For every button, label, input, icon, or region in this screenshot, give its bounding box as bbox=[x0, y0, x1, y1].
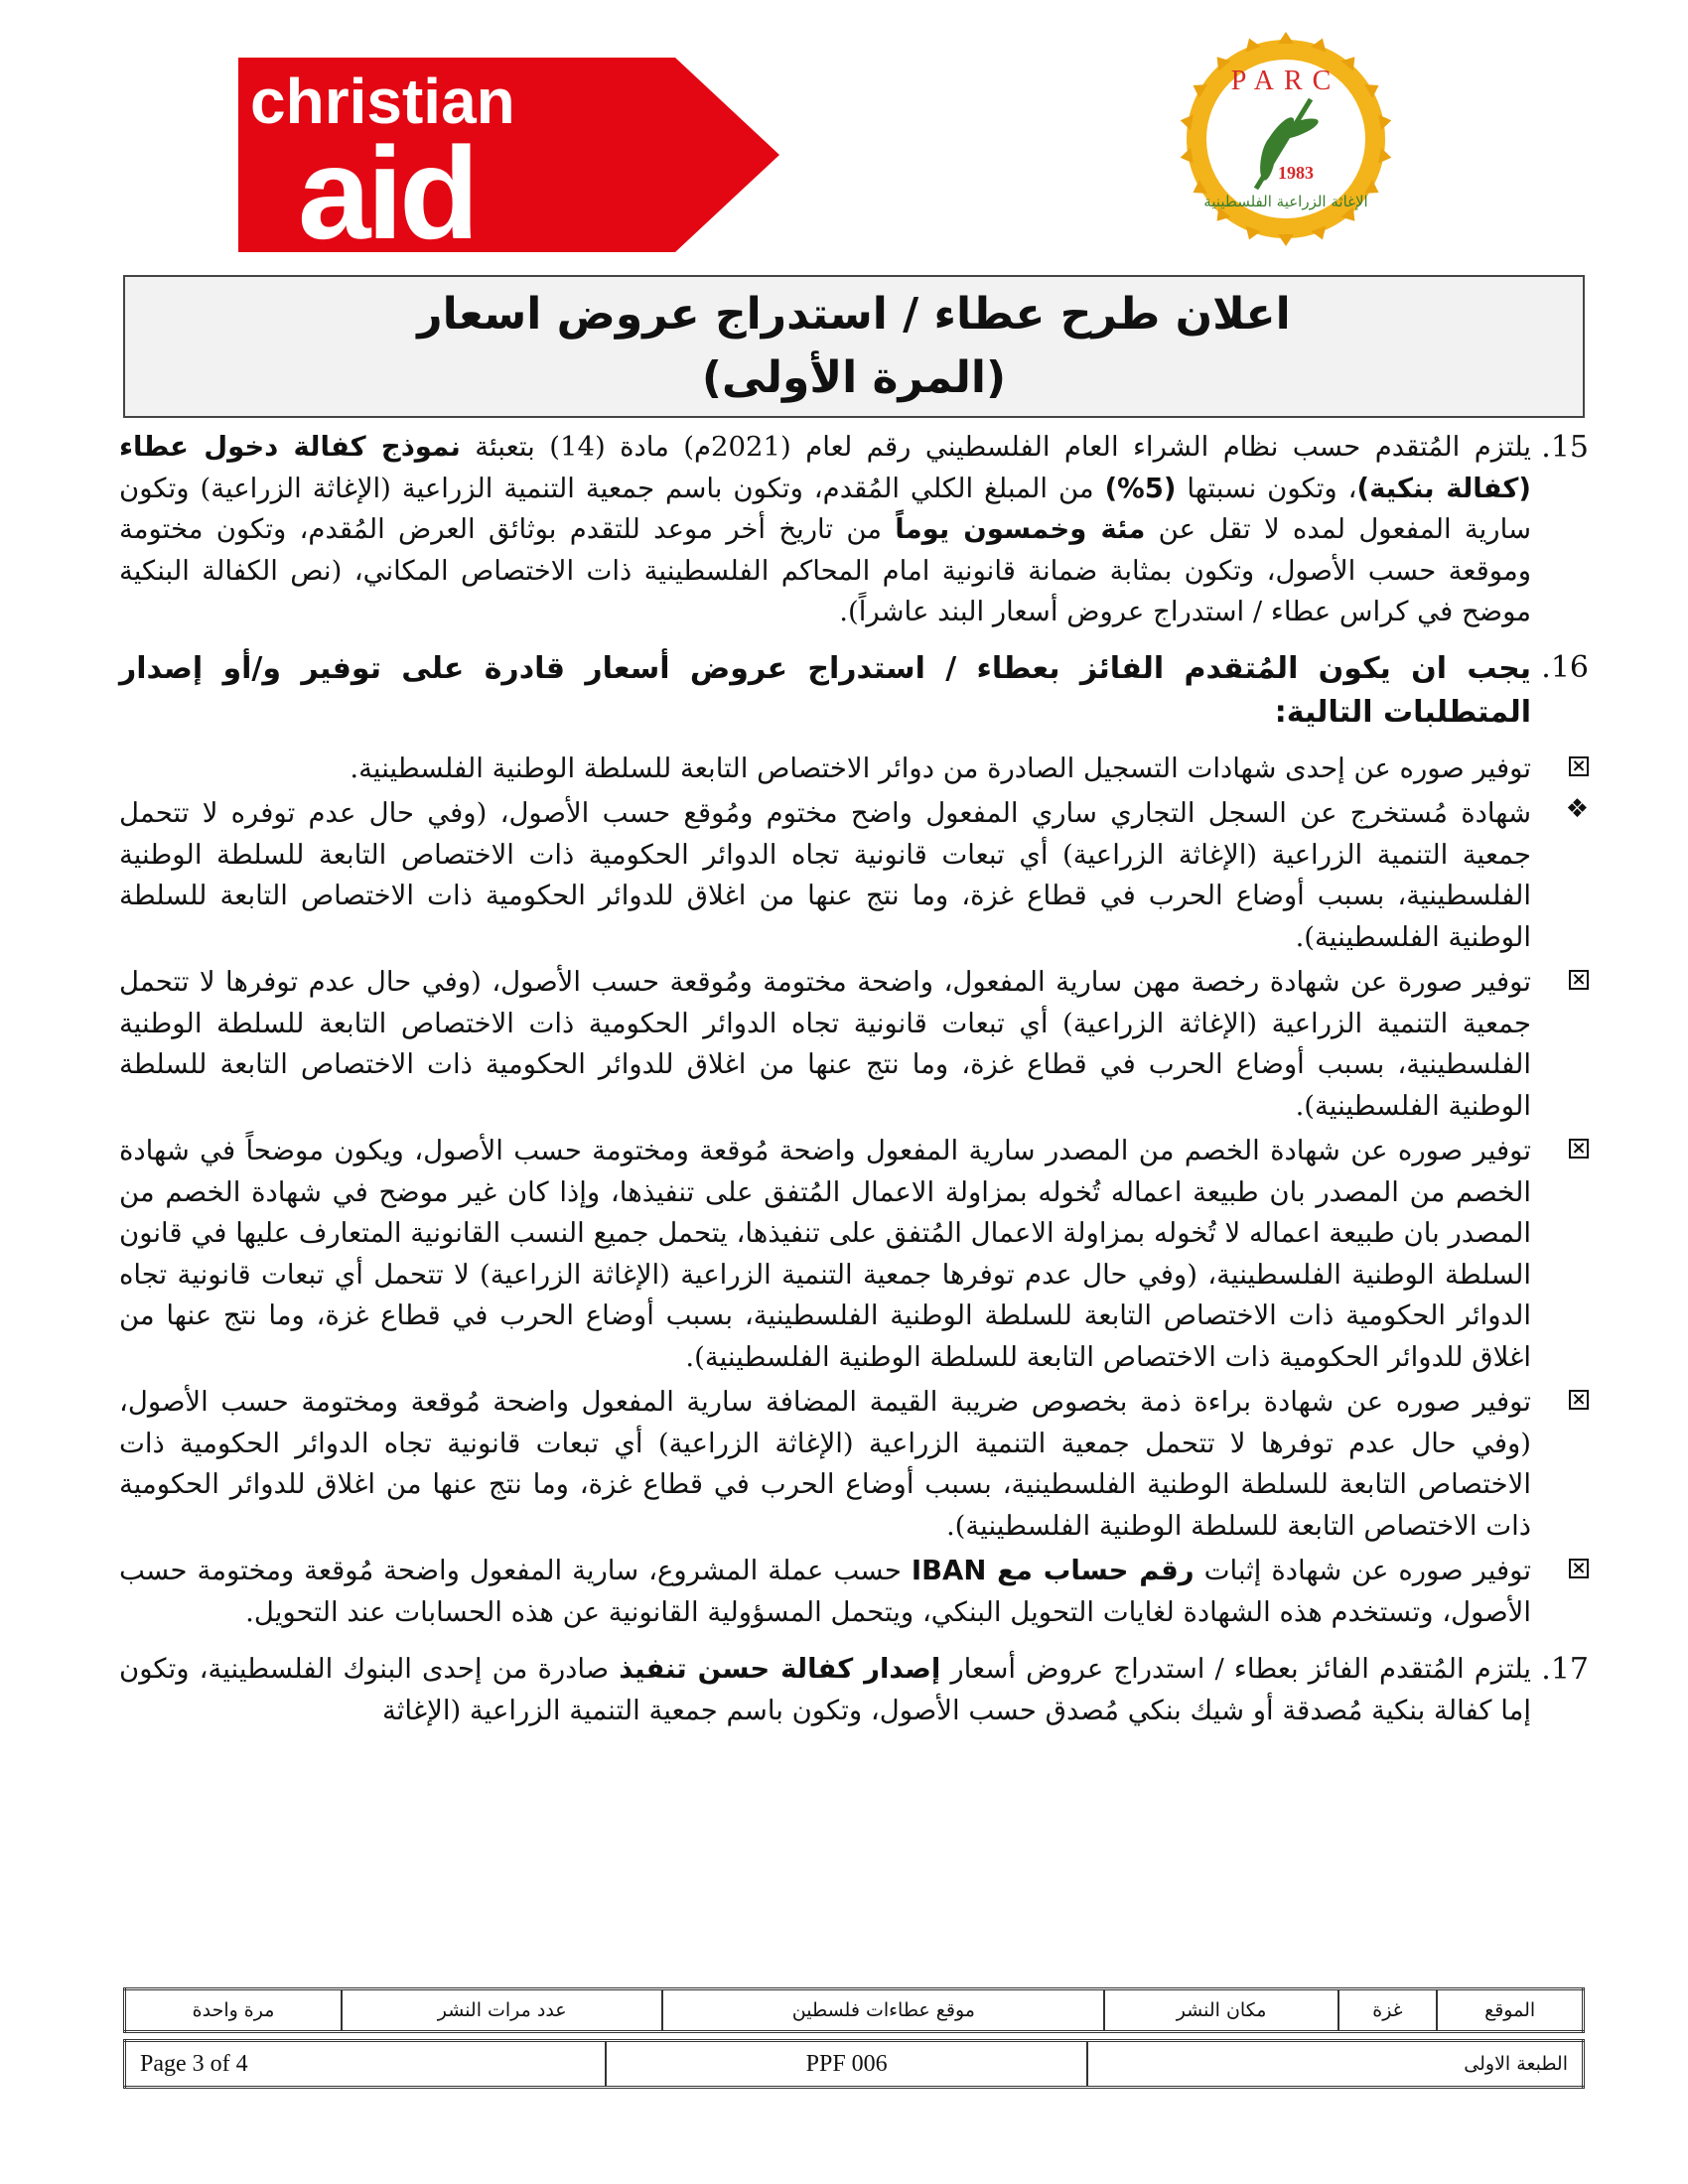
footer-cell: مرة واحدة bbox=[125, 1989, 343, 2032]
clause-number: 15. bbox=[1541, 430, 1589, 465]
clause-bold-text: مئة وخمسون يوماً bbox=[895, 513, 1146, 545]
christian-aid-logo-line1: christian bbox=[250, 66, 515, 137]
christian-aid-logo-line2: aid bbox=[298, 120, 476, 252]
parc-acronym: PARC bbox=[1230, 66, 1341, 96]
checkbox-icon: × bbox=[1569, 1390, 1589, 1410]
clause-15 bbox=[119, 427, 1589, 633]
requirement-item bbox=[119, 1131, 1589, 1378]
announcement-title-box bbox=[123, 275, 1585, 418]
clause-text: من تاريخ أخر موعد للتقدم بوثائق العرض المُقدم، وتكون مختومة وموقعة حسب الأصول، وتكون بمثابة ضمانة قانونية امام المحاكم الفلسطينية ذات الاختصاص المكاني، (نص الكفالة البنكية موضح في كراس عطاء / استدراج عروض أسعار البند عاشراً). bbox=[119, 513, 1531, 627]
page-number: Page 3 of 4 bbox=[125, 2041, 607, 2088]
announcement-title: اعلان طرح عطاء / استدراج عروض اسعار bbox=[417, 289, 1291, 340]
edition-label: الطبعة الاولى bbox=[1087, 2041, 1583, 2088]
requirement-text: شهادة مُستخرج عن السجل التجاري ساري المفعول واضح مختوم ومُوقع حسب الأصول، (وفي حال عدم توفره لا تتحمل جمعية التنمية الزراعية (الإغاثة الزراعية) أي تبعات قانونية تجاه الدوائر الحكومية ذات الاختصاص التابعة للسلطة الوطنية الفلسطينية، بسبب أوضاع الحرب في قطاع غزة، وما نتج عنها من اغلاق للدوائر الحكومية ذات الاختصاص التابعة للسلطة الوطنية الفلسطينية). bbox=[119, 797, 1531, 953]
diamond-bullet-icon: ❖ bbox=[1565, 794, 1589, 824]
parc-logo bbox=[1137, 30, 1435, 248]
requirement-item bbox=[119, 793, 1589, 958]
clause-number: 16. bbox=[1541, 649, 1589, 685]
clause-16 bbox=[119, 647, 1589, 735]
clause-text: يلتزم المُتقدم حسب نظام الشراء العام الفلسطيني رقم لعام (2021م) مادة (14) بتعبئة bbox=[460, 431, 1531, 463]
checkbox-icon: × bbox=[1569, 1139, 1589, 1159]
requirement-item bbox=[119, 1382, 1589, 1547]
requirement-text: توفير صورة عن شهادة رخصة مهن سارية المفعول، واضحة مختومة ومُوقعة حسب الأصول، (وفي حال عدم توفرها لا تتحمل جمعية التنمية الزراعية (الإغاثة الزراعية) أي تبعات قانونية تجاه الدوائر الحكومية ذات الاختصاص التابعة للسلطة الوطنية الفلسطينية، بسبب أوضاع الحرب في قطاع غزة، وما نتج عنها من اغلاق للدوائر الحكومية ذات الاختصاص التابعة للسلطة الوطنية الفلسطينية). bbox=[119, 966, 1531, 1122]
clause-number: 17. bbox=[1541, 1652, 1589, 1687]
parc-year: 1983 bbox=[1278, 163, 1314, 183]
requirements-list bbox=[119, 749, 1589, 1634]
clause-bold-text: إصدار كفالة حسن تنفيذ bbox=[619, 1653, 941, 1685]
requirement-item-iban bbox=[119, 1551, 1589, 1633]
footer-cell: الموقع bbox=[1437, 1989, 1583, 2032]
checkbox-icon: × bbox=[1569, 970, 1589, 990]
requirement-text: حسب عملة المشروع، سارية المفعول واضحة مُوقعة ومختومة حسب الأصول، وتستخدم هذه الشهادة لغايات التحويل البنكي، ويتحمل المسؤولية القانونية عن هذه الحسابات عند التحويل. bbox=[119, 1555, 1531, 1628]
footer-cell: مكان النشر bbox=[1104, 1989, 1337, 2032]
requirement-text: توفير صوره عن إحدى شهادات التسجيل الصادرة من دوائر الاختصاص التابعة للسلطة الوطنية الفلسطينية. bbox=[350, 751, 1531, 784]
page-info-table bbox=[123, 2039, 1585, 2089]
clause-text: ، وتكون نسبتها bbox=[1176, 472, 1357, 504]
footer-cell: موقع عطاءات فلسطين bbox=[662, 1989, 1104, 2032]
christian-aid-logo bbox=[238, 58, 779, 252]
announcement-subtitle: (المرة الأولى) bbox=[701, 352, 1007, 403]
requirement-text: توفير صوره عن شهادة إثبات bbox=[1194, 1555, 1532, 1586]
footer-cell: غزة bbox=[1338, 1989, 1438, 2032]
requirement-bold-text: رقم حساب مع IBAN bbox=[911, 1555, 1195, 1586]
requirement-text: توفير صوره عن شهادة الخصم من المصدر سارية المفعول واضحة مُوقعة ومختومة حسب الأصول، ويكون موضحاً في شهادة الخصم من المصدر بان طبيعة اعماله تُخوله بمزاولة الاعمال المُتفق على تنفيذها، وإذا كان غير موضح في شهادة الخصم من المصدر بان طبيعة اعماله لا تُخوله بمزاولة الاعمال المُتفق على تنفيذها، يتحمل جميع النسب القانونية المتعارف عليها في قانون السلطة الوطنية الفلسطينية، (وفي حال عدم توفرها جمعية التنمية الزراعية (الإغاثة الزراعية) لا تتحمل أي تبعات قانونية تجاه الدوائر الحكومية ذات الاختصاص التابعة للسلطة الوطنية الفلسطينية، بسبب أوضاع الحرب في قطاع غزة، وما نتج عنها من اغلاق للدوائر الحكومية ذات الاختصاص التابعة للسلطة الوطنية الفلسطينية). bbox=[119, 1135, 1531, 1373]
requirement-text: توفير صوره عن شهادة براءة ذمة بخصوص ضريبة القيمة المضافة سارية المفعول واضحة مُوقعة ومختومة حسب الأصول، (وفي حال عدم توفرها لا تتحمل جمعية التنمية الزراعية (الإغاثة الزراعية) أي تبعات قانونية تجاه الدوائر الحكومية ذات الاختصاص التابعة للسلطة الوطنية الفلسطينية، بسبب أوضاع الحرب في قطاع غزة، وما نتج عنها من اغلاق للدوائر الحكومية ذات الاختصاص التابعة للسلطة الوطنية الفلسطينية). bbox=[119, 1386, 1531, 1542]
requirement-item bbox=[119, 962, 1589, 1127]
checkbox-icon: × bbox=[1569, 756, 1589, 776]
clause-bold-text: نموذج كفالة دخول عطاء (كفالة بنكية) bbox=[119, 431, 1531, 504]
publication-info-table bbox=[123, 1987, 1585, 2033]
clause-bold-text: (5%) bbox=[1104, 472, 1177, 504]
clause-17 bbox=[119, 1649, 1589, 1731]
parc-name: الإغاثة الزراعية الفلسطينية bbox=[1203, 193, 1368, 210]
clause-text: صادرة من إحدى البنوك الفلسطينية، وتكون إما كفالة بنكية مُصدقة أو شيك بنكي مُصدق حسب الأصول، وتكون باسم جمعية التنمية الزراعية (الإغاثة bbox=[119, 1653, 1531, 1726]
clause-text: من المبلغ الكلي المُقدم، وتكون باسم جمعية التنمية الزراعية (الإغاثة الزراعية) وتكون سارية المفعول لمده لا تقل عن bbox=[119, 472, 1531, 545]
form-code: PPF 006 bbox=[606, 2041, 1087, 2088]
footer-cell: عدد مرات النشر bbox=[342, 1989, 662, 2032]
requirement-item bbox=[119, 749, 1589, 790]
document-body bbox=[119, 427, 1589, 1745]
clause-heading: يجب ان يكون المُتقدم الفائز بعطاء / استدراج عروض أسعار قادرة على توفير و/أو إصدار المتطلبات التالية: bbox=[119, 650, 1531, 730]
checkbox-icon: × bbox=[1569, 1559, 1589, 1578]
clause-text: يلتزم المُتقدم الفائز بعطاء / استدراج عروض أسعار bbox=[940, 1653, 1531, 1685]
